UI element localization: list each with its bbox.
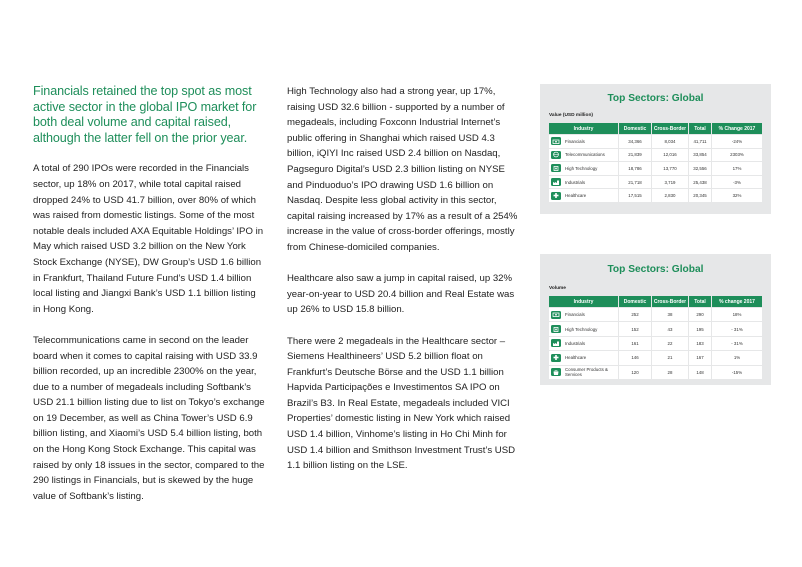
paragraph-telecommunications: Telecommunications came in second on the leader board when it comes to capital raising with USD 33.9 billion recorded, up an incredible 2300% on the year, due to a number of megadeals including Softbank’s USD 21.1 billion listing due to list on Tokyo’s exchange on 19 December, as well as China Tower’s USD 6.9 billion listing, and Xiaomi’s USD 5.4 billion listing, both on the Hong Kong Stock Exchange. This capital was raised by only 18 issues in the sector, compared to the 290 listings in Financials, but is skewed by the huge value of Softbank’s listing. xyxy=(33,334,265,502)
change-value: 17% xyxy=(712,162,763,175)
industry-name: High Technology xyxy=(565,326,598,332)
domestic-value: 17,515 xyxy=(619,189,652,202)
total-value: 290 xyxy=(689,308,712,321)
high-technology-icon xyxy=(551,325,561,333)
change-value: - 31% xyxy=(712,337,763,350)
table-row xyxy=(549,351,763,364)
high-technology-icon xyxy=(551,164,561,172)
telecommunications-icon xyxy=(551,151,561,159)
table-header-row xyxy=(549,123,763,134)
cross-border-value: 22 xyxy=(652,337,689,350)
total-value: 20,345 xyxy=(689,189,712,202)
header-cross-border: Cross-Border xyxy=(652,296,689,307)
change-value: -24% xyxy=(712,135,763,148)
change-value: 32% xyxy=(712,189,763,202)
industry-name: Financials xyxy=(565,312,585,318)
table-header-row xyxy=(549,296,763,307)
paragraph-megadeals: There were 2 megadeals in the Healthcare sector – Siemens Healthineers’ USD 5.2 billion float on Frankfurt’s Deutsche Börse and the USD 1.1 billion Hapvida Participações e Investimentos SA IPO on Brazil’s B3. In Real Estate, megadeals included VICI Properties’ domestic listing in New York which raised USD 1.4 billion, Vinhome’s listing in Ho Chi Minh for USD 1.4 billion and Smithson Investment Trust’s USD 1.1 billion listing on the LSE. xyxy=(287,335,516,472)
domestic-value: 34,366 xyxy=(619,135,652,148)
header-total: Total xyxy=(689,296,712,307)
cross-border-value: 43 xyxy=(652,322,689,335)
domestic-value: 161 xyxy=(619,337,652,350)
cross-border-value: 21 xyxy=(652,351,689,364)
healthcare-icon xyxy=(551,354,561,362)
total-value: 32,556 xyxy=(689,162,712,175)
domestic-value: 21,718 xyxy=(619,176,652,189)
total-value: 41,711 xyxy=(689,135,712,148)
industry-name: Healthcare xyxy=(565,193,587,199)
top-sectors-value-panel xyxy=(540,84,771,214)
table-row xyxy=(549,337,763,350)
table-row xyxy=(549,149,763,162)
industry-name: Consumer Products & Services xyxy=(565,367,608,378)
change-value: 18% xyxy=(712,308,763,321)
industrials-icon xyxy=(551,178,561,186)
change-value: - 31% xyxy=(712,322,763,335)
panel-title: Top Sectors: Global xyxy=(607,93,704,104)
total-value: 167 xyxy=(689,351,712,364)
unit-label: Value (USD million) xyxy=(549,113,593,118)
paragraph-financials: A total of 290 IPOs were recorded in the Financials sector, up 18% on 2017, while total capital raised dropped 24% to USD 41.7 billion, over 80% of which was raised from domestic listings. Some of the most notable deals included AXA Equitable Holdings’ IPO in May which raised USD 3.2 billion on the New York Stock Exchange (NYSE), DW Group’s USD 1.6 billion in Frankfurt, Thailand Future Fund’s USD 1.4 billion local listing and Jiangxi Bank’s USD 1.1 billion listing in Hong Kong. xyxy=(33,163,264,315)
industry-name: Healthcare xyxy=(565,355,587,361)
table-row xyxy=(549,308,763,321)
header-change: % Change 2017 xyxy=(712,123,763,134)
industry-name: Industrials xyxy=(565,179,586,185)
header-total: Total xyxy=(689,123,712,134)
top-sectors-value-table xyxy=(549,122,763,203)
domestic-value: 21,839 xyxy=(619,149,652,162)
header-cross-border: Cross-Border xyxy=(652,123,689,134)
cross-border-value: 2,830 xyxy=(652,189,689,202)
table-row xyxy=(549,189,763,202)
consumer-products-icon xyxy=(551,368,561,376)
cross-border-value: 28 xyxy=(652,366,689,379)
cross-border-value: 12,016 xyxy=(652,149,689,162)
financials-icon xyxy=(551,311,561,319)
lead-heading: Financials retained the top spot as most active sector in the global IPO market for both deal volume and capital raised, although the latter fell on the prior year. xyxy=(33,84,257,145)
table-row xyxy=(549,135,763,148)
industry-name: High Technology xyxy=(565,165,598,171)
paragraph-high-technology: High Technology also had a strong year, up 17%, raising USD 32.6 billion - supported by a number of megadeals, including Foxconn Industrial Internet’s public offering in Shanghai which raised USD 4.3 billion, iQIYI Inc raised USD 2.4 billion on Nasdaq, Pagseguro Digital’s USD 2.3 billion listing on NYSE and Pinduoduo’s IPO drawing USD 1.6 billion on Nasdaq. Despite less global activity in this sector, capital raising increased by 17% as a result of a 254% increase in the value of cross-border offerings, mostly from Chinese-domiciled companies. xyxy=(287,86,518,253)
cross-border-value: 8,034 xyxy=(652,135,689,148)
unit-label: Volume xyxy=(549,286,566,291)
industry-name: Industrials xyxy=(565,340,586,346)
table-row xyxy=(549,176,763,189)
total-value: 183 xyxy=(689,337,712,350)
column-left xyxy=(33,84,265,520)
table-row xyxy=(549,366,763,379)
change-value: -15% xyxy=(712,366,763,379)
table-row xyxy=(549,162,763,175)
column-middle xyxy=(287,84,519,489)
cross-border-value: 38 xyxy=(652,308,689,321)
total-value: 195 xyxy=(689,322,712,335)
change-value: 2303% xyxy=(712,149,763,162)
header-change: % change 2017 xyxy=(712,296,763,307)
domestic-value: 152 xyxy=(619,322,652,335)
industrials-icon xyxy=(551,339,561,347)
total-value: 33,854 xyxy=(689,149,712,162)
paragraph-healthcare: Healthcare also saw a jump in capital raised, up 32% year-on-year to USD 20.4 billion and Real Estate was up 26% to USD 15.8 billion. xyxy=(287,273,515,316)
domestic-value: 146 xyxy=(619,351,652,364)
header-industry: Industry xyxy=(549,296,619,307)
healthcare-icon xyxy=(551,192,561,200)
header-domestic: Domestic xyxy=(619,296,652,307)
financials-icon xyxy=(551,137,561,145)
domestic-value: 252 xyxy=(619,308,652,321)
change-value: -3% xyxy=(712,176,763,189)
cross-border-value: 3,719 xyxy=(652,176,689,189)
domestic-value: 18,786 xyxy=(619,162,652,175)
industry-name: Financials xyxy=(565,138,585,144)
total-value: 25,438 xyxy=(689,176,712,189)
top-sectors-volume-panel xyxy=(540,254,771,385)
domestic-value: 120 xyxy=(619,366,652,379)
header-industry: Industry xyxy=(549,123,619,134)
panel-title: Top Sectors: Global xyxy=(607,264,704,275)
industry-name: Telecommunications xyxy=(565,152,605,158)
header-domestic: Domestic xyxy=(619,123,652,134)
change-value: 1% xyxy=(712,351,763,364)
top-sectors-volume-table xyxy=(549,295,763,380)
cross-border-value: 13,770 xyxy=(652,162,689,175)
table-row xyxy=(549,322,763,335)
total-value: 148 xyxy=(689,366,712,379)
